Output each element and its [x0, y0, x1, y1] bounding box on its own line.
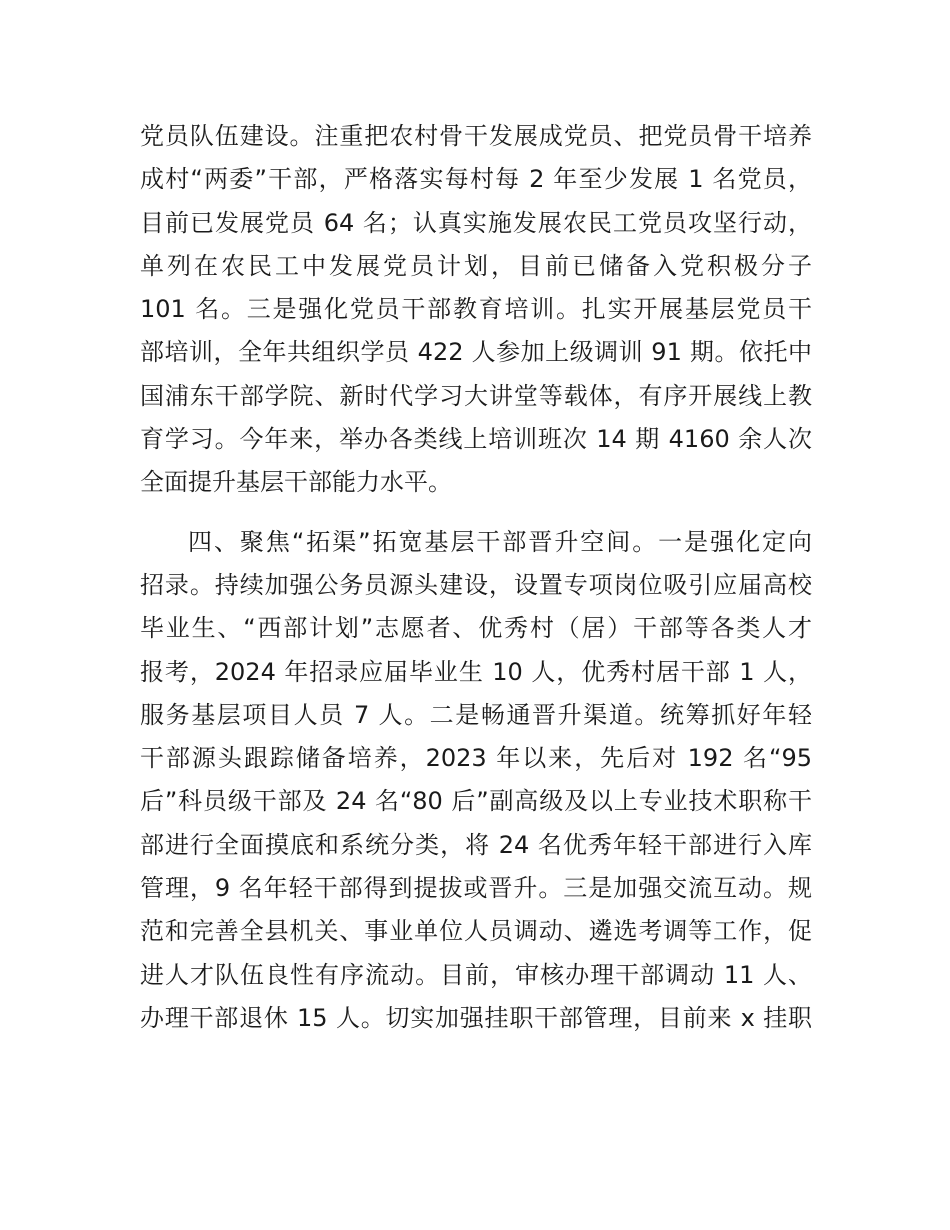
paragraph-promotion-space: [140, 521, 812, 1041]
text-line: 管理，9 名年轻干部得到提拔或晋升。三是加强交流互动。规: [140, 874, 812, 903]
text-line: 范和完善全县机关、事业单位人员调动、遴选考调等工作，促: [140, 917, 812, 946]
text-line: 后”科员级干部及 24 名“80 后”副高级及以上专业技术职称干: [140, 787, 812, 816]
paragraph-party-member-building: [140, 115, 812, 505]
text-line: 办理干部退休 15 人。切实加强挂职干部管理，目前来 x 挂职: [140, 1003, 812, 1032]
text-line: 报考，2024 年招录应届毕业生 10 人，优秀村居干部 1 人，: [140, 657, 812, 686]
text-line: 101 名。三是强化党员干部教育培训。扎实开展基层党员干: [140, 295, 812, 324]
text-line: 单列在农民工中发展党员计划，目前已储备入党积极分子: [140, 251, 812, 280]
text-line: 招录。持续加强公务员源头建设，设置专项岗位吸引应届高校: [140, 570, 812, 599]
text-line: 四、聚焦“拓渠”拓宽基层干部晋升空间。一是强化定向: [188, 527, 812, 556]
text-line: 服务基层项目人员 7 人。二是畅通晋升渠道。统筹抓好年轻: [140, 700, 812, 729]
text-line: 国浦东干部学院、新时代学习大讲堂等载体，有序开展线上教: [140, 381, 812, 410]
text-line: 干部源头跟踪储备培养，2023 年以来，先后对 192 名“95: [140, 744, 812, 773]
text-line: 育学习。今年来，举办各类线上培训班次 14 期 4160 余人次: [140, 425, 812, 454]
paragraph-spacer: [140, 505, 812, 521]
text-line: 毕业生、“西部计划”志愿者、优秀村（居）干部等各类人才: [140, 614, 812, 643]
text-line: 目前已发展党员 64 名；认真实施发展农民工党员攻坚行动，: [140, 208, 812, 237]
document-body: [140, 115, 812, 1040]
text-line: 全面提升基层干部能力水平。: [140, 468, 452, 497]
text-line: 部培训，全年共组织学员 422 人参加上级调训 91 期。依托中: [140, 338, 812, 367]
text-line: 成村“两委”干部，严格落实每村每 2 年至少发展 1 名党员，: [140, 165, 812, 194]
text-line: 进人才队伍良性有序流动。目前，审核办理干部调动 11 人、: [140, 960, 812, 989]
text-line: 党员队伍建设。注重把农村骨干发展成党员、把党员骨干培养: [140, 122, 812, 150]
text-line: 部进行全面摸底和系统分类，将 24 名优秀年轻干部进行入库: [140, 830, 812, 859]
